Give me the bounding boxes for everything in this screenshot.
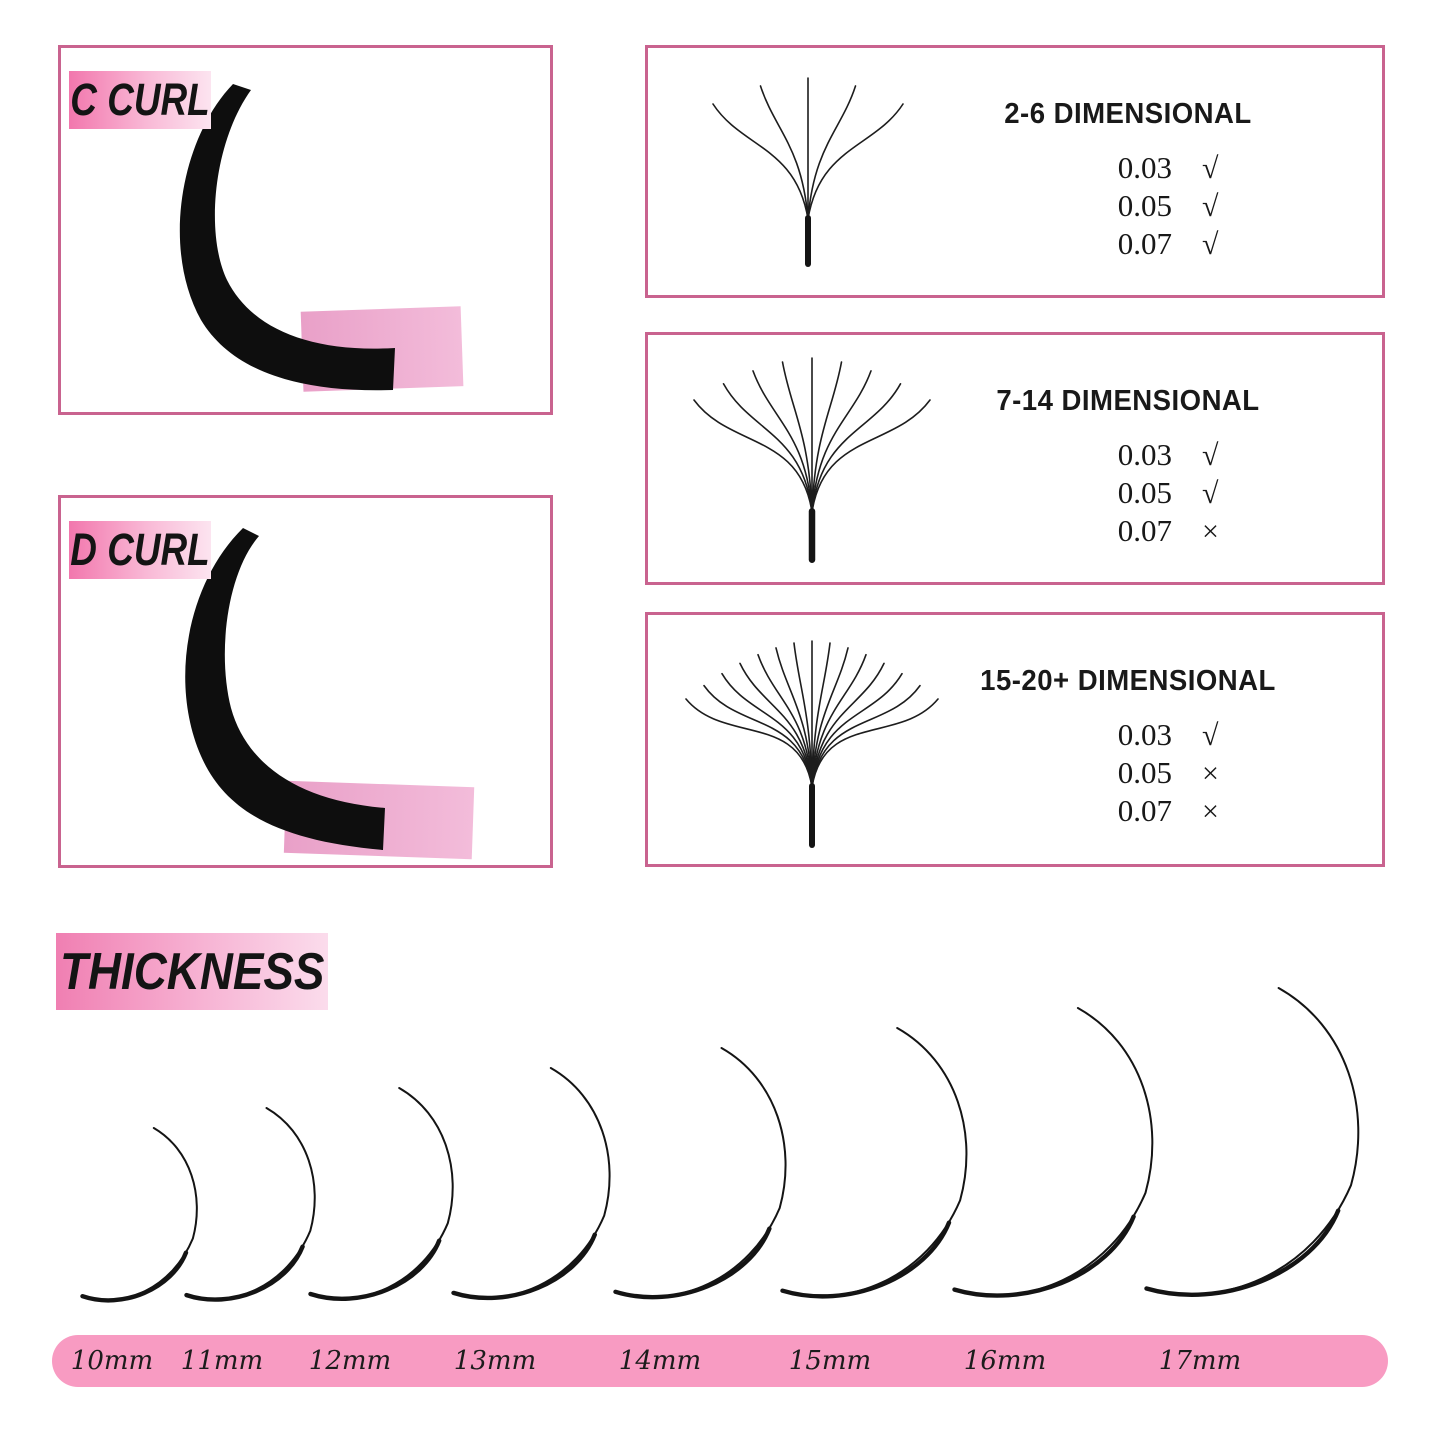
fan-lash-strand <box>694 400 812 512</box>
thickness-lash-curve-15mm <box>783 1028 967 1296</box>
fan-lash-strand <box>812 686 920 787</box>
size-row <box>968 226 1368 264</box>
availability-mark: × <box>1202 757 1219 790</box>
dimension-card-2-6 <box>645 45 1385 298</box>
size-rows <box>968 437 1368 551</box>
dimension-card-7-14 <box>645 332 1385 585</box>
dimension-card-15-20 <box>645 612 1385 867</box>
d-curl-label-text: D CURL <box>70 524 210 575</box>
thickness-lash-base <box>783 1223 950 1297</box>
thickness-label-16mm: 16mm <box>963 1346 1047 1376</box>
availability-mark: √ <box>1202 228 1219 261</box>
fan-lash-strand <box>704 686 812 787</box>
thickness-lash-curve-11mm <box>187 1108 315 1299</box>
size-row <box>968 188 1368 226</box>
thickness-label-10mm: 10mm <box>70 1346 154 1376</box>
availability-mark: √ <box>1202 152 1219 185</box>
thickness-label-17mm: 17mm <box>1158 1346 1242 1376</box>
availability-mark: √ <box>1202 190 1219 223</box>
size-row <box>968 755 1368 793</box>
size-rows <box>968 150 1368 264</box>
size-rows <box>968 717 1368 831</box>
size-value: 0.03 <box>1117 437 1172 472</box>
size-value: 0.05 <box>1117 755 1172 790</box>
thickness-lash-base <box>1147 1211 1339 1295</box>
thickness-lash-base <box>955 1217 1134 1296</box>
fan-lash-strand <box>812 674 902 787</box>
size-value: 0.03 <box>1117 150 1172 185</box>
thickness-lash-curve-14mm <box>616 1048 786 1297</box>
size-value: 0.03 <box>1117 717 1172 752</box>
thickness-label-13mm: 13mm <box>453 1346 537 1376</box>
size-value: 0.07 <box>1117 226 1172 261</box>
size-value: 0.05 <box>1117 475 1172 510</box>
thickness-label-15mm: 15mm <box>788 1346 872 1376</box>
size-value: 0.05 <box>1117 188 1172 223</box>
thickness-label-11mm: 11mm <box>180 1346 264 1376</box>
fan-stem <box>805 215 811 267</box>
thickness-lash-base <box>311 1241 440 1299</box>
d-curl-label <box>69 521 211 579</box>
thickness-lash-curve-10mm <box>83 1128 197 1300</box>
thickness-title-text: THICKNESS <box>59 942 325 1001</box>
thickness-lash-curve-13mm <box>454 1068 610 1298</box>
thickness-lash-base <box>616 1229 770 1298</box>
size-row <box>968 475 1368 513</box>
size-row <box>968 150 1368 188</box>
dimension-card-title: 2-6 DIMENSIONAL <box>1004 98 1252 130</box>
thickness-lash-base <box>187 1247 303 1300</box>
fan-lash-strand <box>722 674 812 787</box>
fan-lash-strand <box>740 663 812 787</box>
thickness-lash-curve-16mm <box>955 1008 1153 1295</box>
availability-mark: × <box>1202 795 1219 828</box>
d-curl-card <box>58 495 553 868</box>
c-curl-label <box>69 71 211 129</box>
c-curl-label-text: C CURL <box>70 74 210 125</box>
dimension-card-title: 15-20+ DIMENSIONAL <box>980 665 1276 697</box>
c-curl-card <box>58 45 553 415</box>
size-row <box>968 513 1368 551</box>
availability-mark: √ <box>1202 439 1219 472</box>
fan-stem <box>809 783 815 848</box>
availability-mark: √ <box>1202 719 1219 752</box>
availability-mark: × <box>1202 515 1219 548</box>
thickness-lash-base <box>454 1235 595 1298</box>
thickness-lash-base <box>83 1253 187 1301</box>
thickness-label-14mm: 14mm <box>618 1346 702 1376</box>
size-row <box>968 437 1368 475</box>
fan-lash-strand <box>812 663 884 787</box>
size-row <box>968 793 1368 831</box>
dimension-card-title: 7-14 DIMENSIONAL <box>996 385 1260 417</box>
size-row <box>968 717 1368 755</box>
thickness-lash-curves <box>0 975 1445 1325</box>
size-value: 0.07 <box>1117 513 1172 548</box>
thickness-label-12mm: 12mm <box>308 1346 392 1376</box>
thickness-bar <box>52 1335 1388 1387</box>
thickness-lash-curve-17mm <box>1147 988 1359 1295</box>
size-value: 0.07 <box>1117 793 1172 828</box>
fan-lash-strand <box>713 104 808 219</box>
fan-stem <box>809 508 816 563</box>
availability-mark: √ <box>1202 477 1219 510</box>
fan-lash-strand <box>808 104 903 219</box>
thickness-lash-curve-12mm <box>311 1088 453 1299</box>
